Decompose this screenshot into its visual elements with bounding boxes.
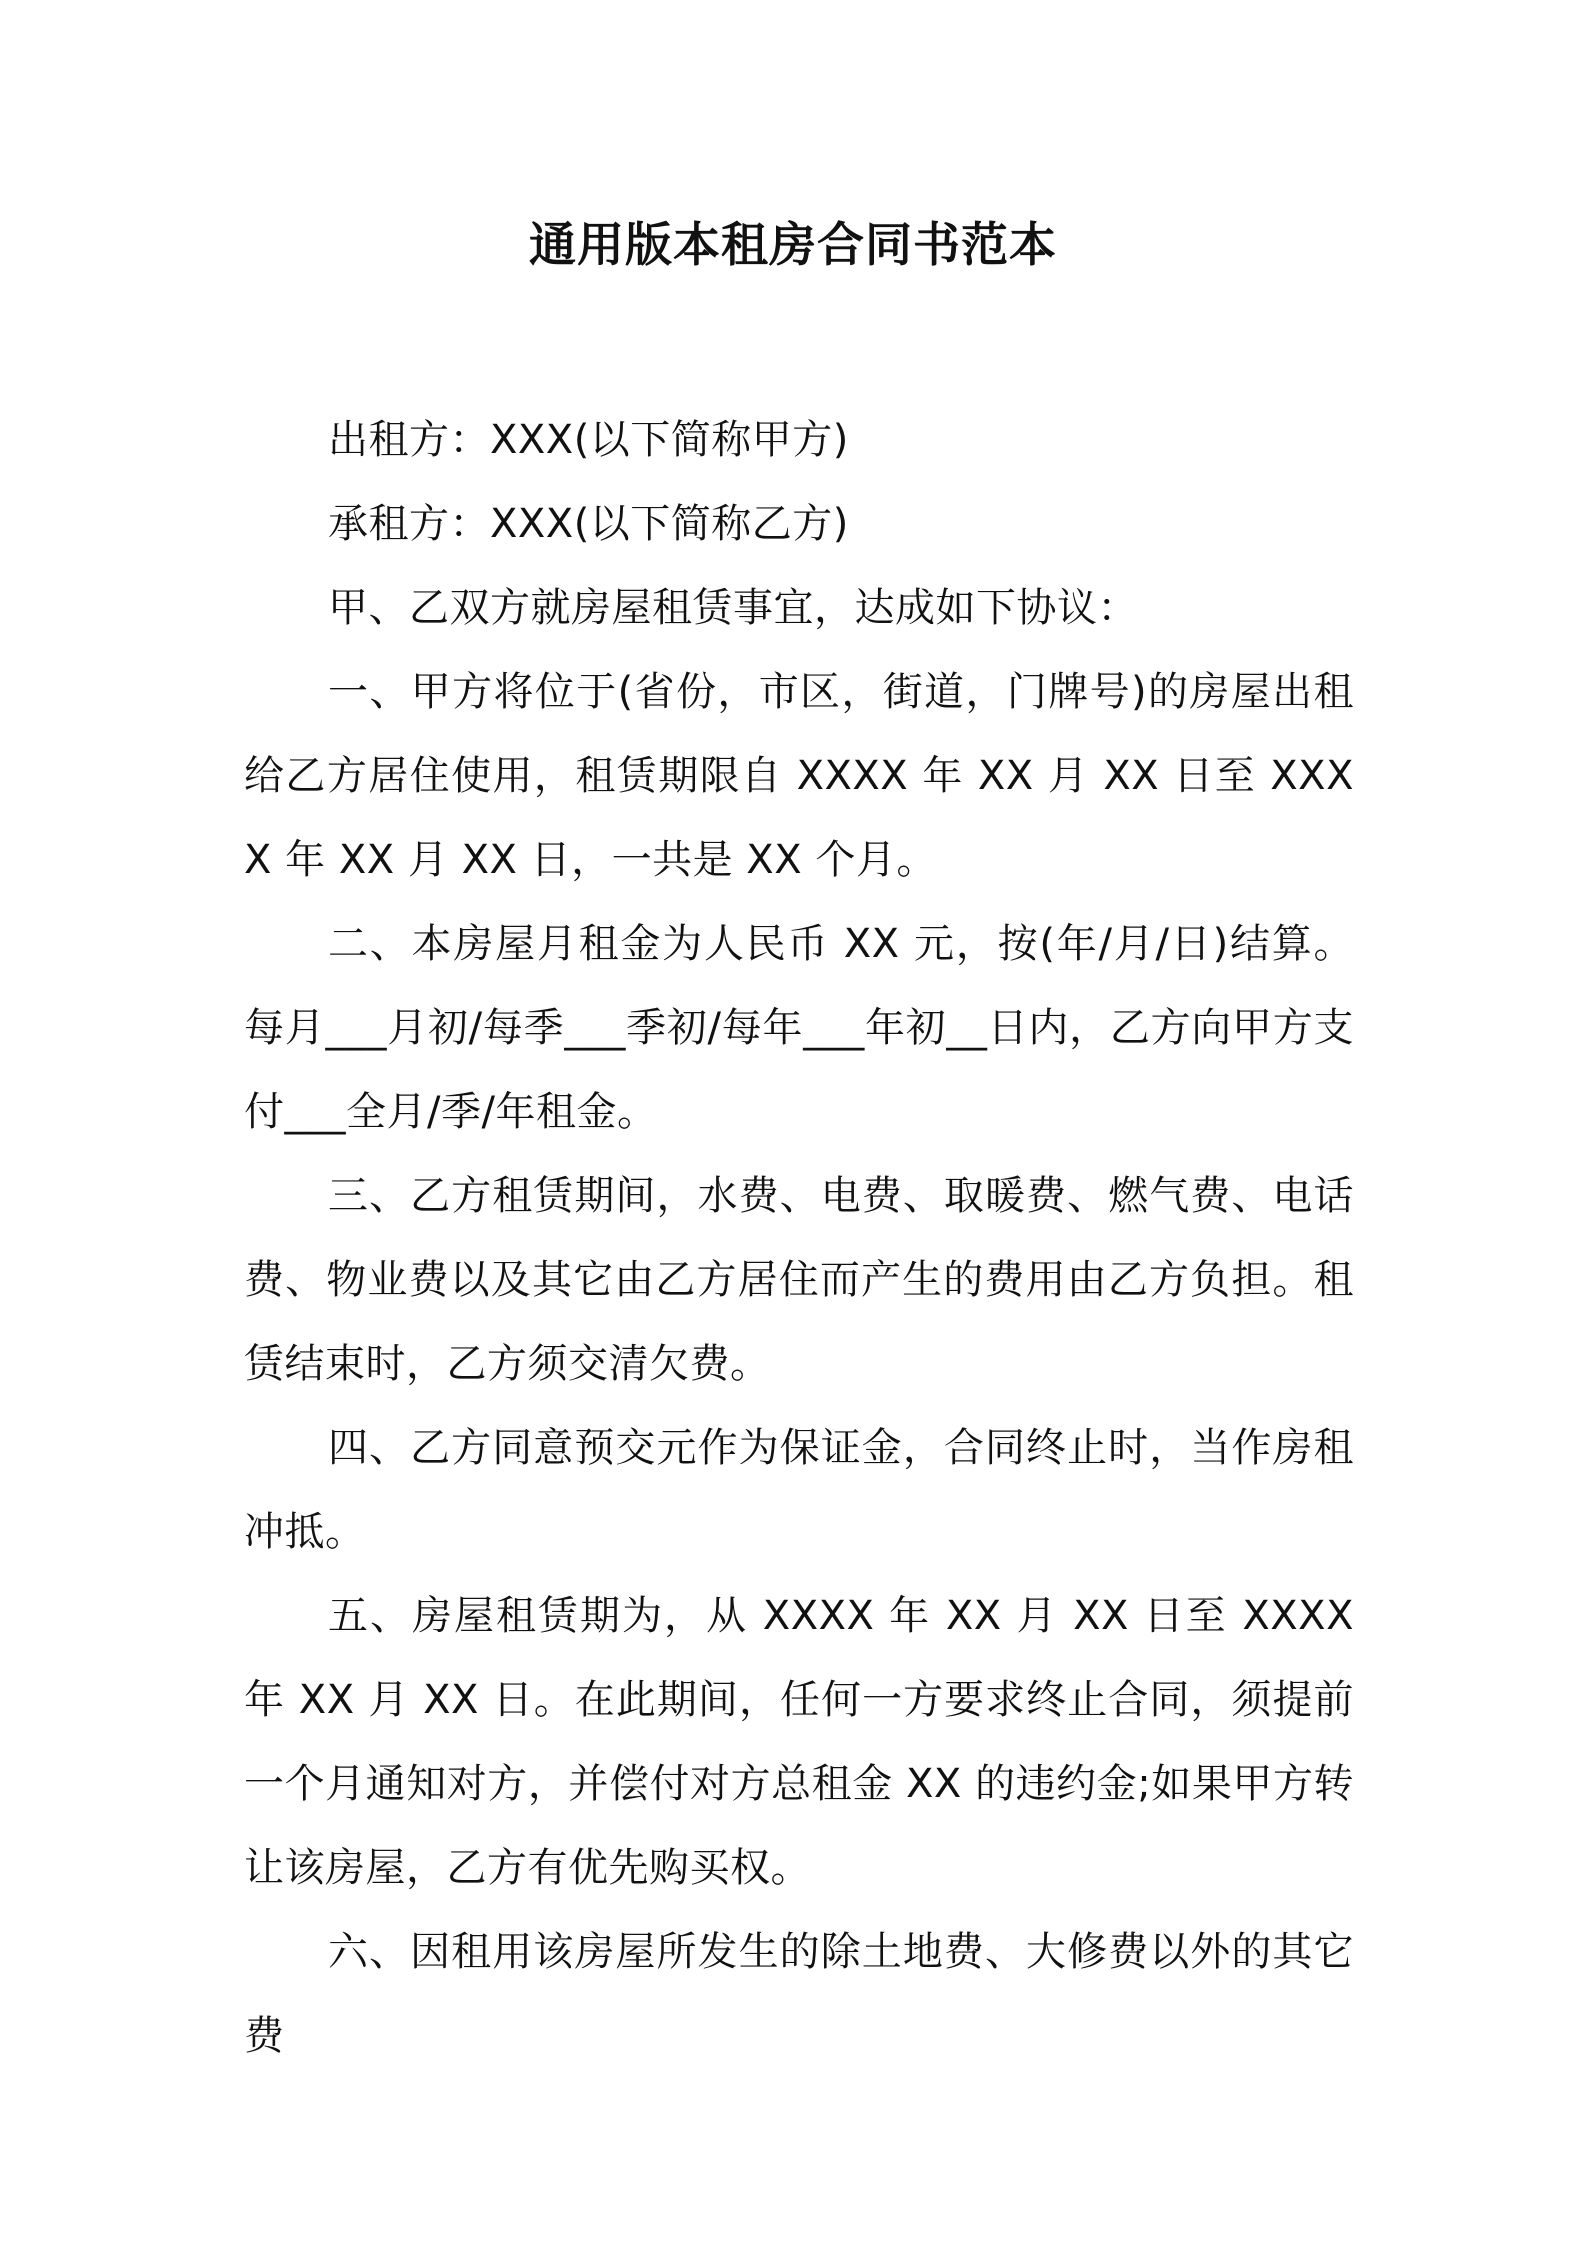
agreement-intro: 甲、乙双方就房屋租赁事宜，达成如下协议： [328,585,1138,631]
clause-3: 三、乙方租赁期间，水费、电费、取暖费、燃气费、电话费、物业费以及其它由乙方居住而产生的费用由乙方负担。租赁结束时，乙方须交清欠费。 [244,1173,1354,1387]
party-b-line: 承租方：XXX(以下简称乙方) [328,501,849,547]
clause-5: 五、房屋租赁期为，从 XXXX 年 XX 月 XX 日至 XXXX 年 XX 月 XX 日。在此期间，任何一方要求终止合同，须提前一个月通知对方，并偿付对方总租金 XX 的违约金;如果甲方转让该房屋，乙方有优先购买权。 [244,1593,1354,1891]
clause-4: 四、乙方同意预交元作为保证金，合同终止时，当作房租冲抵。 [244,1425,1354,1555]
document-body [244,398,1354,2078]
clause-1: 一、甲方将位于(省份，市区，街道，门牌号)的房屋出租给乙方居住使用，租赁期限自 XXXX 年 XX 月 XX 日至 XXXX 年 XX 月 XX 日，一共是 XX 个月。 [244,669,1354,883]
clause-6-partial: 六、因租用该房屋所发生的除土地费、大修费以外的其它费 [244,1929,1354,2059]
party-a-line: 出租方：XXX(以下简称甲方) [328,417,849,463]
clause-2: 二、本房屋月租金为人民币 XX 元，按(年/月/日)结算。每月___月初/每季___季初/每年___年初__日内，乙方向甲方支付___全月/季/年租金。 [244,921,1354,1135]
document-title: 通用版本租房合同书范本 [529,218,1057,273]
